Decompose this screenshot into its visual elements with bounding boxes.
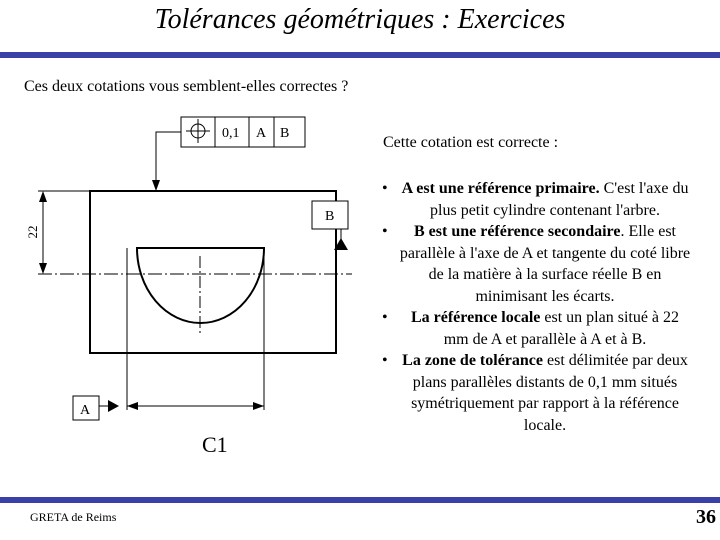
dimension-22: [25, 191, 90, 274]
tolerance-frame: [181, 117, 305, 147]
bottom-divider: [0, 497, 720, 503]
datum-b-marker: [312, 201, 348, 250]
diameter-dimension: [73, 248, 264, 420]
slide-title: Tolérances géométriques : Exercices: [154, 4, 566, 35]
answer-heading: Cette cotation est correcte :: [383, 134, 559, 151]
tolerance-value: 0,1: [222, 126, 240, 141]
list-item: • A est une référence primaire. C'est l'axe du plus petit cylindre contenant l'arbre.: [382, 180, 689, 219]
datum-a-label: A: [80, 403, 91, 418]
position-symbol-icon: [186, 119, 210, 143]
footer-organization: GRETA de Reims: [30, 510, 117, 524]
list-item: • La référence locale est un plan situé à 22 mm de A et parallèle à A et à B.: [382, 309, 680, 348]
list-item: • La zone de tolérance est délimitée par deux plans parallèles distants de 0,1 mm situés symétriquement par rapport à la référence locale.: [382, 352, 688, 434]
bullet-icon: •: [382, 352, 388, 369]
figure-caption: C1: [202, 432, 228, 457]
bullet-icon: •: [382, 223, 388, 240]
list-item: • B est une référence secondaire. Elle est parallèle à l'axe de A et tangente du coté libre de la matière à la surface réelle B en minimisant les écarts.: [382, 223, 691, 305]
datum-b-label: B: [325, 209, 335, 224]
datum-triangle-icon: [108, 400, 119, 412]
leader-line: [156, 132, 181, 186]
page-number: 36: [696, 506, 716, 528]
bullet-icon: •: [382, 309, 388, 326]
leader-arrow: [152, 180, 160, 191]
bullet-icon: •: [382, 180, 388, 197]
frame-datum-a: A: [256, 126, 267, 141]
dimension-value: 22: [25, 225, 40, 239]
answer-list: [380, 178, 692, 436]
question-text: Ces deux cotations vous semblent-elles correctes ?: [24, 78, 349, 95]
frame-datum-b: B: [280, 126, 290, 141]
